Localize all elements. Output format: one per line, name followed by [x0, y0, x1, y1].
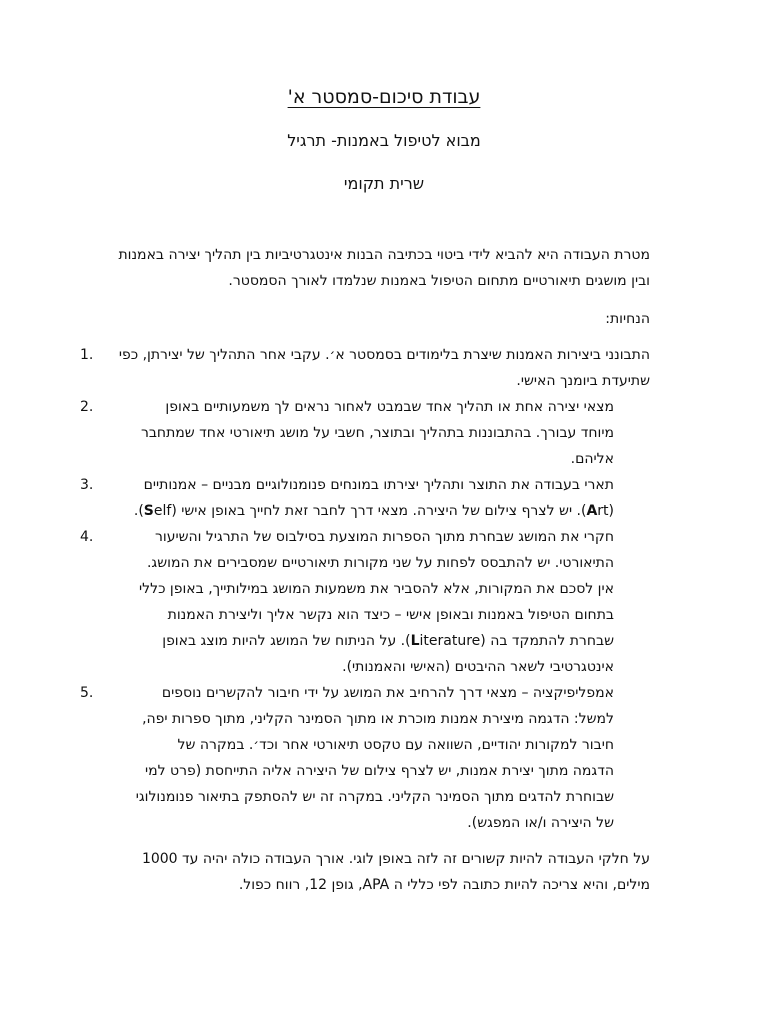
bold-letter: S	[143, 503, 154, 519]
guidelines-list	[80, 342, 650, 836]
text-segment: elf).	[133, 503, 172, 519]
bold-letter: A	[586, 503, 598, 519]
list-item-number: 5.	[80, 685, 94, 701]
closing-paragraph: על חלקי העבודה להיות קשורים זה לזה באופן לוגי. אורך העבודה כולה יהיה עד 1000 מילים, והיא צריכה להיות כתובה לפי כללי ה APA, גופן 12, רווח כפול.	[141, 851, 650, 893]
list-item	[80, 394, 650, 472]
list-item-text: אמפליפיקציה – מצאי דרך להרחיב את המושג על ידי חיבור להקשרים נוספים למשל: הדגמה מיצירת אמנות מוכרת או מתוך הסמינר הקליני, מתוך ספרות יפה, חיבור למקורות יהודיים, השוואה עם טקסט תיאורטי אחר וכד׳. במקרה של הדגמה מתוך יצירת אמנות, יש לצרף צילום של היצירה אליה התייחסת (פרט למי שבוחרת להדגים מתוך הסמינר הקליני. במקרה זה יש להסתפק בתיאור פנומנולוגי של היצירה ו/או המפגש).	[135, 685, 614, 831]
text-segment: חקרי את המושג שבחרת מתוך הספרות המוצעת בסילבוס של התרגיל והשיעור התיאורטי. יש להתבסס לפחות על שני מקורות תיאורטיים שמסבירים את המושג. אין לסכם את המקורות, אלא להסביר את משמעות המושג במילותייך, באופן כללי בתחום הטיפול באמנות ובאופן אישי – כיצד הוא נקשר אליך וליצירת האמנות שבחרת להתמקד בה (	[139, 529, 614, 649]
list-item	[80, 342, 650, 394]
list-item-number: 2.	[80, 399, 94, 415]
intro-paragraph: מטרת העבודה היא להביא לידי ביטוי בכתיבה הבנות אינטגרטיביות בין תהליך יצירה באמנות ובין מושגים תיאורטיים מתחום הטיפול באמנות שנלמדו לאורך הסמסטר.	[118, 247, 650, 289]
list-item-text	[110, 472, 614, 524]
list-item-number: 3.	[80, 477, 94, 493]
document-subtitle: מבוא לטיפול באמנות- תרגיל	[287, 131, 481, 150]
list-item	[80, 524, 650, 680]
list-item	[80, 472, 650, 524]
text-segment: iterature). על הניתוח של המושג להיות מוצג באופן אינטגרטיבי לשאר ההיבטים (האישי והאמנותי).	[162, 633, 614, 675]
document-body	[80, 242, 650, 898]
list-item-text: מצאי יצירה אחת או תהליך אחד שבמבט לאחור נראים לך משמעותיים באופן מיוחד עבורך. בהתבוננות בתהליך ובתוצר, חשבי על מושג תיאורטי אחד שמתחבר אליהם.	[140, 399, 614, 467]
bold-letter: L	[410, 633, 420, 649]
text-segment: rt). יש לצרף צילום של היצירה. מצאי דרך לחבר זאת לחייך באופן אישי (	[171, 503, 609, 519]
list-item-number: 4.	[80, 529, 94, 545]
author-name: שרית תקומי	[343, 174, 425, 193]
list-item	[80, 680, 650, 836]
list-item-number: 1.	[80, 347, 94, 363]
guidelines-label: הנחיות:	[605, 311, 650, 327]
list-item-text: התבונני ביצירות האמנות שיצרת בלימודים בסמסטר א׳. עקבי אחר התהליך של יצירתן, כפי שתיעדת ביומנך האישי.	[118, 347, 650, 389]
document-title: עבודת סיכום-סמסטר א'	[287, 86, 481, 108]
text-segment: תארי בעבודה את התוצר ותהליך יצירתו במונחים פנומנולוגיים מבניים – אמנותיים (	[143, 477, 614, 519]
list-item-text	[110, 524, 614, 680]
